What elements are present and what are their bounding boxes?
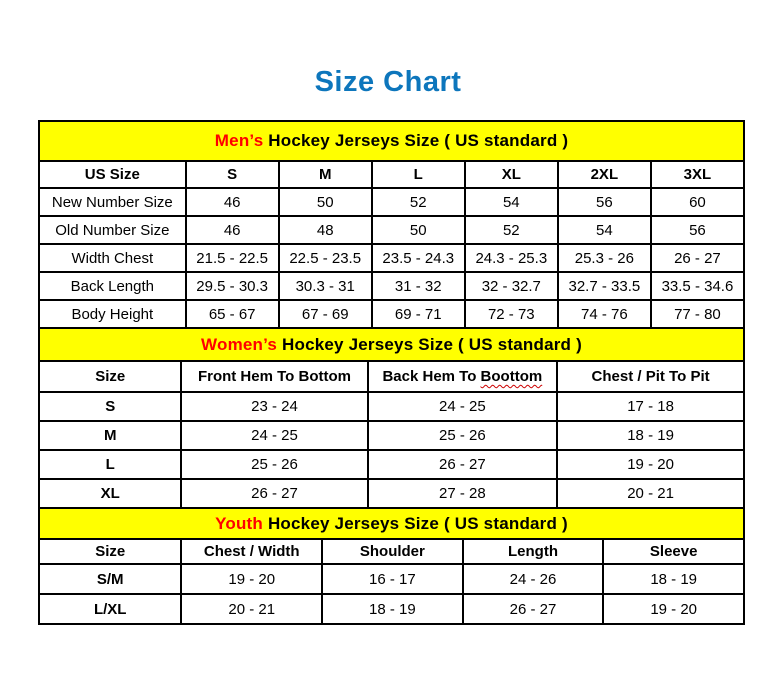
- table-cell: 24 - 26: [463, 564, 604, 594]
- row-label: S/M: [39, 564, 181, 594]
- table-row-youth-sm: [39, 564, 744, 594]
- table-row-old-number-size: [39, 216, 744, 244]
- table-cell: 50: [279, 188, 372, 216]
- row-label: L: [39, 450, 181, 479]
- table-cell: 27 - 28: [368, 479, 558, 508]
- row-label: Old Number Size: [39, 216, 186, 244]
- table-cell: 65 - 67: [186, 300, 279, 328]
- womens-section-title: [39, 328, 744, 361]
- table-cell: 18 - 19: [557, 421, 744, 450]
- column-header-length: Length: [463, 539, 604, 564]
- table-cell: 21.5 - 22.5: [186, 244, 279, 272]
- column-header-2xl: 2XL: [558, 161, 651, 188]
- row-label: S: [39, 392, 181, 421]
- youth-section-title: [39, 508, 744, 539]
- table-cell: 19 - 20: [603, 594, 744, 624]
- table-row-new-number-size: [39, 188, 744, 216]
- row-label: L/XL: [39, 594, 181, 624]
- column-header-s: S: [186, 161, 279, 188]
- womens-section-title-rest: Hockey Jerseys Size ( US standard ): [282, 334, 582, 354]
- table-row-youth-lxl: [39, 594, 744, 624]
- table-cell: 48: [279, 216, 372, 244]
- row-label: Back Length: [39, 272, 186, 300]
- column-header-3xl: 3XL: [651, 161, 744, 188]
- mens-section-title-highlight: Men’s: [214, 131, 264, 150]
- table-row-width-chest: [39, 244, 744, 272]
- table-cell: 33.5 - 34.6: [651, 272, 744, 300]
- mens-header-row: [39, 161, 744, 188]
- youth-section-title-rest: Hockey Jerseys Size ( US standard ): [267, 513, 568, 533]
- size-chart-tables: [38, 120, 745, 625]
- table-cell: 24 - 25: [181, 421, 367, 450]
- mens-section-title: [39, 121, 744, 161]
- column-header-back-hem: [368, 361, 558, 392]
- back-hem-label-prefix: Back Hem To: [382, 368, 477, 385]
- column-header-l: L: [372, 161, 465, 188]
- page-title: Size Chart: [314, 66, 462, 98]
- column-header-front-hem: Front Hem To Bottom: [181, 361, 367, 392]
- table-cell: 29.5 - 30.3: [186, 272, 279, 300]
- table-cell: 23.5 - 24.3: [372, 244, 465, 272]
- table-cell: 18 - 19: [322, 594, 463, 624]
- table-cell: 26 - 27: [181, 479, 367, 508]
- table-cell: 23 - 24: [181, 392, 367, 421]
- column-header-size: Size: [39, 539, 181, 564]
- womens-section-title-highlight: Women’s: [201, 334, 278, 354]
- table-cell: 56: [558, 188, 651, 216]
- column-header-shoulder: Shoulder: [322, 539, 463, 564]
- column-header-xl: XL: [465, 161, 558, 188]
- table-cell: 30.3 - 31: [279, 272, 372, 300]
- youth-header-row: [39, 539, 744, 564]
- table-cell: 52: [372, 188, 465, 216]
- table-row-back-length: [39, 272, 744, 300]
- table-cell: 54: [558, 216, 651, 244]
- column-header-chest-width: Chest / Width: [181, 539, 322, 564]
- womens-header-row: [39, 361, 744, 392]
- table-cell: 26 - 27: [463, 594, 604, 624]
- table-cell: 22.5 - 23.5: [279, 244, 372, 272]
- column-header-chest-pit: Chest / Pit To Pit: [557, 361, 744, 392]
- table-cell: 25.3 - 26: [558, 244, 651, 272]
- table-cell: 20 - 21: [181, 594, 322, 624]
- mens-size-table: [38, 120, 745, 329]
- row-label: New Number Size: [39, 188, 186, 216]
- table-cell: 60: [651, 188, 744, 216]
- row-label: XL: [39, 479, 181, 508]
- table-cell: 18 - 19: [603, 564, 744, 594]
- mens-section-band: [39, 121, 744, 161]
- table-cell: 56: [651, 216, 744, 244]
- table-cell: 24 - 25: [368, 392, 558, 421]
- table-cell: 25 - 26: [368, 421, 558, 450]
- youth-section-title-highlight: Youth: [215, 513, 264, 533]
- table-row-women-xl: [39, 479, 744, 508]
- table-cell: 31 - 32: [372, 272, 465, 300]
- row-label: M: [39, 421, 181, 450]
- column-header-sleeve: Sleeve: [603, 539, 744, 564]
- youth-size-table: [38, 507, 745, 625]
- mens-section-title-rest: Hockey Jerseys Size ( US standard ): [268, 131, 569, 150]
- table-row-women-s: [39, 392, 744, 421]
- back-hem-label-misspelled: Boottom: [480, 368, 543, 385]
- table-cell: 74 - 76: [558, 300, 651, 328]
- table-cell: 72 - 73: [465, 300, 558, 328]
- table-cell: 50: [372, 216, 465, 244]
- table-cell: 20 - 21: [557, 479, 744, 508]
- table-cell: 16 - 17: [322, 564, 463, 594]
- column-header-us-size: US Size: [39, 161, 186, 188]
- youth-section-band: [39, 508, 744, 539]
- row-label: Body Height: [39, 300, 186, 328]
- table-cell: 69 - 71: [372, 300, 465, 328]
- womens-size-table: [38, 327, 745, 509]
- table-cell: 32 - 32.7: [465, 272, 558, 300]
- table-cell: 52: [465, 216, 558, 244]
- column-header-size: Size: [39, 361, 181, 392]
- table-cell: 77 - 80: [651, 300, 744, 328]
- womens-section-band: [39, 328, 744, 361]
- table-row-women-m: [39, 421, 744, 450]
- column-header-m: M: [279, 161, 372, 188]
- table-cell: 24.3 - 25.3: [465, 244, 558, 272]
- table-cell: 54: [465, 188, 558, 216]
- table-cell: 67 - 69: [279, 300, 372, 328]
- table-cell: 17 - 18: [557, 392, 744, 421]
- table-cell: 26 - 27: [368, 450, 558, 479]
- table-cell: 46: [186, 216, 279, 244]
- table-cell: 46: [186, 188, 279, 216]
- table-cell: 25 - 26: [181, 450, 367, 479]
- row-label: Width Chest: [39, 244, 186, 272]
- table-cell: 19 - 20: [557, 450, 744, 479]
- table-cell: 26 - 27: [651, 244, 744, 272]
- table-row-women-l: [39, 450, 744, 479]
- table-cell: 19 - 20: [181, 564, 322, 594]
- table-cell: 32.7 - 33.5: [558, 272, 651, 300]
- table-row-body-height: [39, 300, 744, 328]
